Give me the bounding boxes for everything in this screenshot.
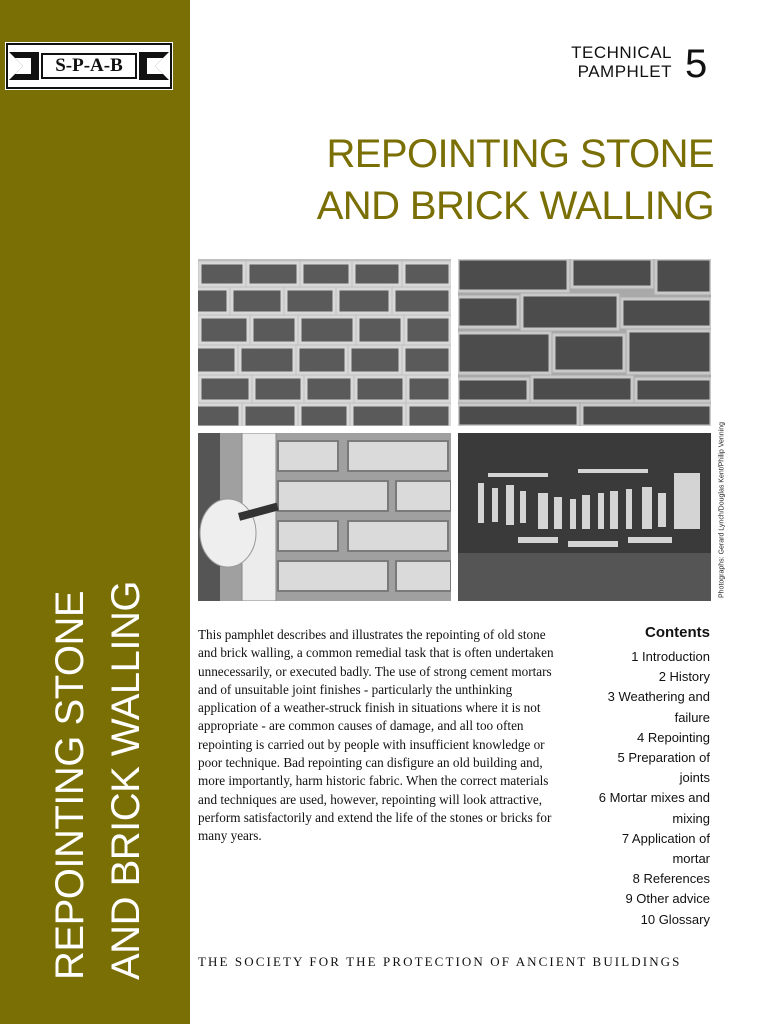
contents-item[interactable]: 10 Glossary xyxy=(640,911,710,927)
society-footer: THE SOCIETY FOR THE PROTECTION OF ANCIENT BUILDINGS xyxy=(198,954,682,969)
contents-list xyxy=(550,624,710,930)
sidebar-title xyxy=(42,520,154,980)
contents-item[interactable]: 8 References xyxy=(632,871,710,887)
contents-item[interactable]: 2 History xyxy=(658,669,710,685)
stone-wall-photo xyxy=(198,259,451,426)
contents-item[interactable]: 4 Repointing xyxy=(637,729,710,745)
contents-item[interactable]: 5 Preparation of joints xyxy=(617,750,710,786)
contents-item[interactable]: 6 Mortar mixes and mixing xyxy=(598,790,710,826)
sidebar xyxy=(0,0,190,1024)
tools-photo xyxy=(458,433,711,601)
contents-title: Contents xyxy=(645,624,710,641)
logo-text: S-P-A-B xyxy=(41,53,137,79)
title-line1: REPOINTING STONE xyxy=(326,132,714,176)
sidebar-title-line1: REPOINTING STONE xyxy=(48,590,92,980)
title-line2: AND BRICK WALLING xyxy=(316,184,714,228)
photo-credit: Photographs: Gerard Lynch/Douglas Kent/Philip Venning xyxy=(718,421,726,599)
technical-pamphlet-label xyxy=(571,43,672,81)
page-title xyxy=(317,128,714,232)
tech-line2: PAMPHLET xyxy=(577,62,672,81)
pointing-work-photo xyxy=(198,433,451,601)
sidebar-title-line2: AND BRICK WALLING xyxy=(104,581,148,980)
intro-paragraph: This pamphlet describes and illustrates the repointing of old stone and brick walling, a common remedial task that is often undertaken unnecessarily, or executed badly. The use of strong cement mortars and of unsuitable joint finishes - particularly the unthinking application of a weather-struck finish in situations where it is not appropriate - are common causes of damage, and all too often repointing is carried out by people with insufficient knowledge or poor technique. Bad repointing can disfigure an old building and, more importantly, harm historic fabric. When the correct materials and techniques are used, however, repointing will look attractive, perform satisfactorily and extend the life of the stones or bricks for many years. xyxy=(198,627,554,844)
tech-line1: TECHNICAL xyxy=(571,43,672,62)
contents-item[interactable]: 3 Weathering and failure xyxy=(607,689,710,725)
contents-item[interactable]: 7 Application of mortar xyxy=(621,830,710,867)
rubble-wall-photo xyxy=(458,259,711,426)
contents-item[interactable]: 1 Introduction xyxy=(631,649,710,664)
pamphlet-number: 5 xyxy=(685,42,708,86)
spab-logo xyxy=(5,42,173,90)
contents-item[interactable]: 9 Other advice xyxy=(625,891,710,907)
